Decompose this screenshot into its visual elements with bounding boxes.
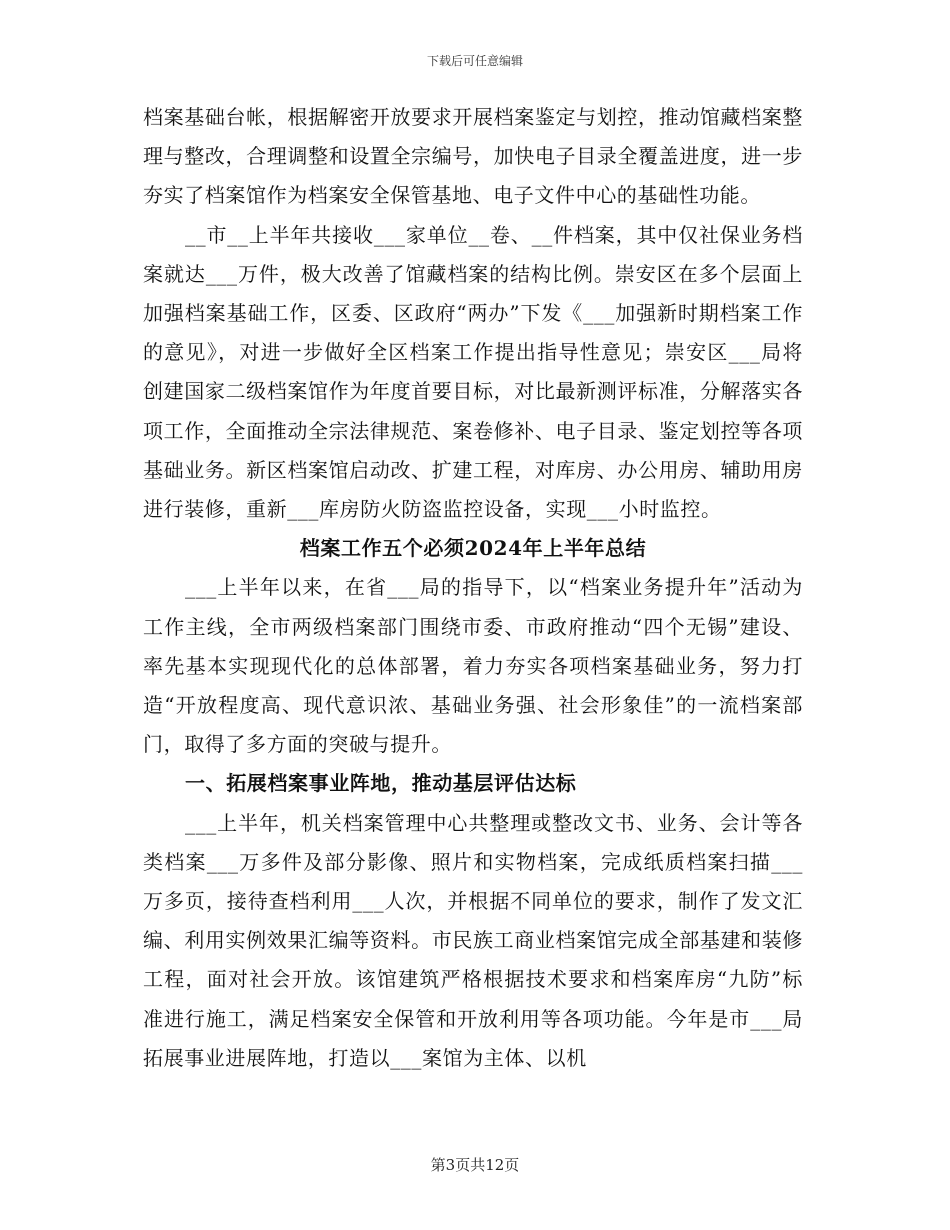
paragraph-section-1: ___上半年，机关档案管理中心共整理或整改文书、业务、会计等各类档案___万多件及部分影像、照片和实物档案，完成纸质档案扫描___万多页，接待查档利用___人次，并根据不同单位的要求，制作了发文汇编、利用实例效果汇编等资料。市民族工商业档案馆完成全部基建和装修工程，面对社会开放。该馆建筑严格根据技术要求和档案库房“九防”标准进行施工，满足档案安全保管和开放利用等各项功能。今年是市___局拓展事业进展阵地，打造以___案馆为主体、以机 — [143, 810, 803, 1070]
paragraph-receiving-archives: __市__上半年共接收___家单位__卷、__件档案，其中仅社保业务档案就达___万件，极大改善了馆藏档案的结构比例。崇安区在多个层面上加强档案基础工作，区委、区政府“两办”下发《___加强新时期档案工作的意见》，对进一步做好全区档案工作提出指导性意见；崇安区___局将创建国家二级档案馆作为年度首要目标，对比最新测评标准，分解落实各项工作，全面推动全宗法律规范、案卷修补、电子目录、鉴定划控等各项基础业务。新区档案馆启动改、扩建工程，对库房、办公用房、辅助用房进行装修，重新___库房防火防盗监控设备，实现___小时监控。 — [143, 222, 803, 522]
page-footer: 第3页共12页 — [430, 1156, 520, 1174]
paragraph-intro: ___上半年以来，在省___局的指导下，以“档案业务提升年”活动为工作主线，全市两级档案部门围绕市委、市政府推动“四个无锡”建设、率先基本实现现代化的总体部署，着力夯实各项档案基础业务，努力打造“开放程度高、现代意识浓、基础业务强、社会形象佳”的一流档案部门，取得了多方面的突破与提升。 — [143, 575, 803, 757]
section-heading-1: 一、拓展档案事业阵地，推动基层评估达标 — [185, 771, 577, 796]
paragraph-continuation: 档案基础台帐，根据解密开放要求开展档案鉴定与划控，推动馆藏档案整理与整改，合理调整和设置全宗编号，加快电子目录全覆盖进度，进一步夯实了档案馆作为档案安全保管基地、电子文件中心的基础性功能。 — [143, 105, 803, 208]
document-title: 档案工作五个必须2024年上半年总结 — [299, 536, 647, 561]
page-header: 下载后可任意编辑 — [426, 54, 523, 68]
document-body — [143, 98, 803, 1078]
